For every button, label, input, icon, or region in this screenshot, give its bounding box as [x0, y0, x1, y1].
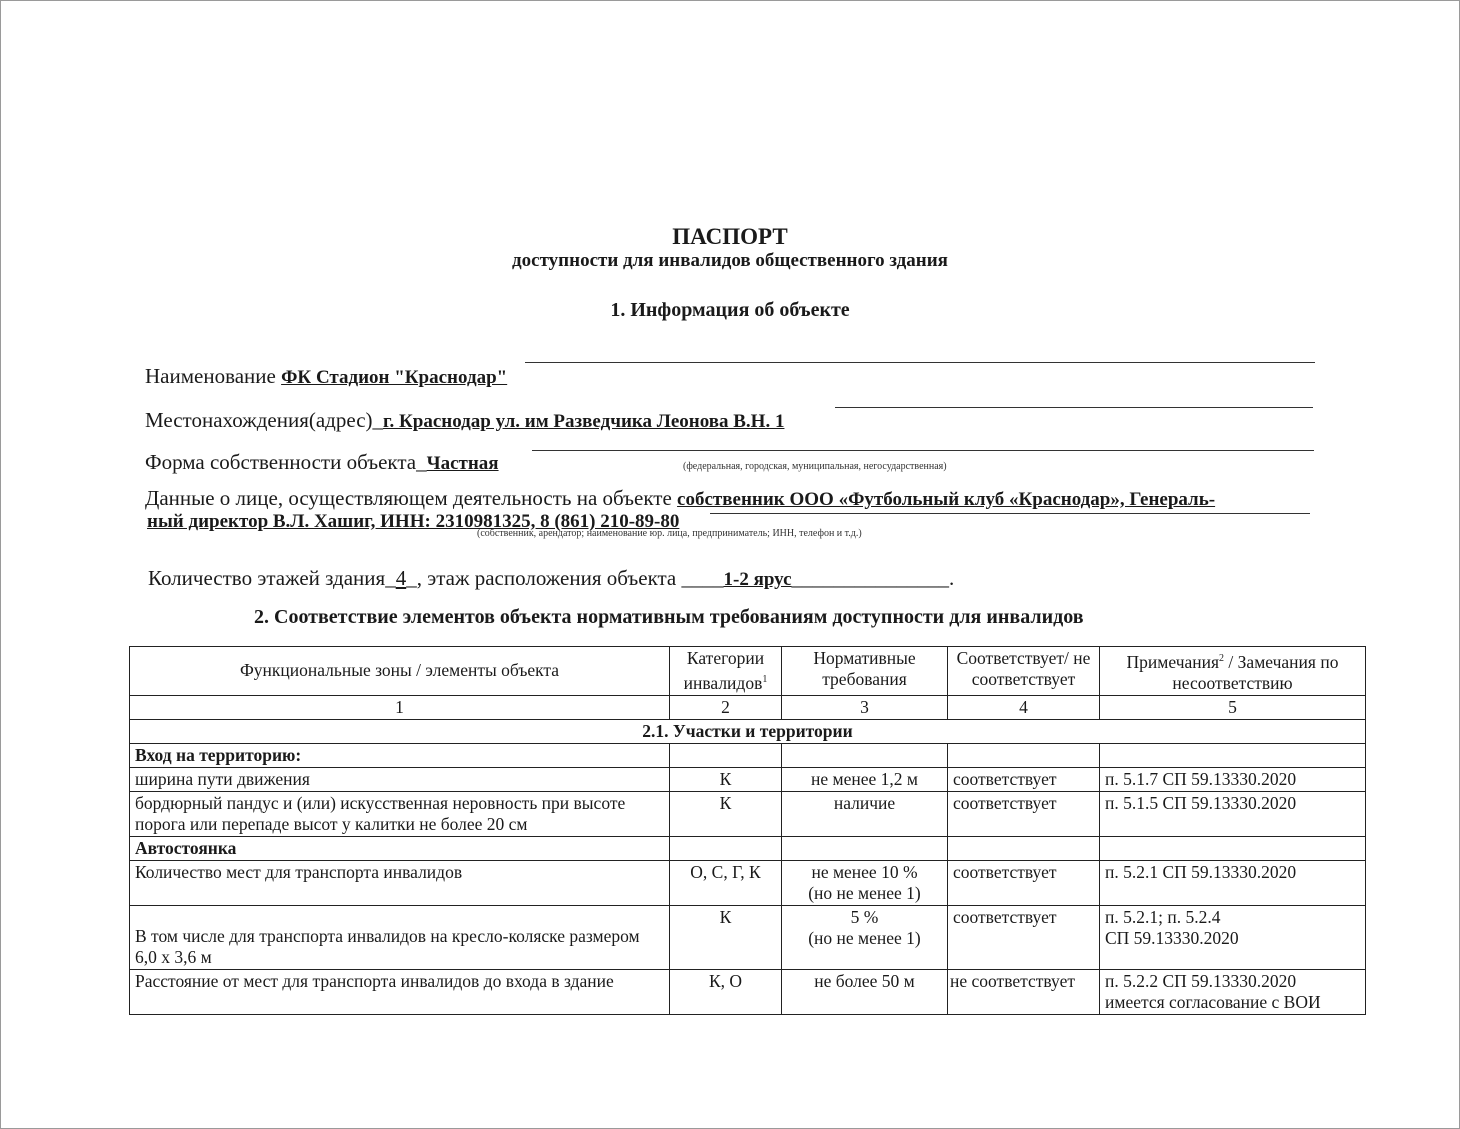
operator-label: Данные о лице, осуществляющем деятельность на объекте [145, 486, 672, 510]
table-cell: не менее 10 % (но не менее 1) [782, 860, 948, 905]
col-number: 3 [782, 695, 948, 719]
floors-label-1: Количество этажей здания_ [148, 566, 396, 590]
table-cell: В том числе для транспорта инвалидов на кресло-коляске размером 6,0 х 3,6 м [130, 905, 670, 969]
col-header-notes-tail: / Замечания по несоответствию [1172, 651, 1339, 693]
col-number: 2 [670, 695, 782, 719]
table-cell: не соответствует [948, 969, 1100, 1014]
table-row [130, 969, 1366, 1014]
table-row [130, 860, 1366, 905]
doc-title: ПАСПОРТ [672, 224, 788, 249]
table-cell: соответствует [948, 860, 1100, 905]
table-row [130, 767, 1366, 791]
ownership-value: Частная [426, 453, 499, 474]
table-row [130, 905, 1366, 969]
floors-label-2: _, этаж расположения объекта ____ [406, 566, 724, 590]
ownership-row [145, 450, 499, 475]
ownership-label: Форма собственности объекта_ [145, 450, 427, 474]
col-header-notes-text: Примечания [1126, 651, 1220, 672]
name-row [145, 364, 507, 389]
table-cell: ширина пути движения [130, 767, 670, 791]
operator-underline [710, 513, 1310, 514]
table-cell: К [670, 905, 782, 969]
col-header-notes [1100, 647, 1366, 696]
table-cell: наличие [782, 791, 948, 836]
address-value: г. Краснодар ул. им Разведчика Леонова В.Н. 1 [383, 411, 785, 432]
col-header-compliance: Соответствует/ не соответствует [948, 647, 1100, 696]
section-row [130, 719, 1366, 743]
table-cell: бордюрный пандус и (или) искусственная неровность при высоте порога или перепаде высот у калитки не более 20 см [130, 791, 670, 836]
table-cell: Вход на территорию: [130, 743, 670, 767]
operator-value-line2: ный директор В.Л. Хашиг, ИНН: 2310981325, 8 (861) 210-89-80 [147, 511, 680, 532]
accessibility-table [129, 646, 1366, 1015]
col-header-categories-text: Категории инвалидов [683, 648, 765, 693]
table-cell: п. 5.1.5 СП 59.13330.2020 [1100, 791, 1366, 836]
table-cell: не менее 1,2 м [782, 767, 948, 791]
table-cell: К, О [670, 969, 782, 1014]
address-row [145, 408, 784, 433]
table-header-row [130, 647, 1366, 696]
name-label: Наименование [145, 364, 276, 388]
name-value: ФК Стадион "Краснодар" [281, 367, 508, 388]
doc-subtitle: доступности для инвалидов общественного здания [512, 250, 948, 271]
col-header-categories [670, 647, 782, 696]
table-cell: соответствует [948, 767, 1100, 791]
table-cell: К [670, 767, 782, 791]
col-header-zones: Функциональные зоны / элементы объекта [130, 647, 670, 696]
table-cell: соответствует [948, 905, 1100, 969]
operator-hint: (собственник, арендатор; наименование юр. лица, предприниматель; ИНН, телефон и т.д.) [477, 528, 862, 539]
ownership-hint: (федеральная, городская, муниципальная, негосударственная) [683, 461, 947, 472]
table-cell: не более 50 м [782, 969, 948, 1014]
table-cell: п. 5.2.2 СП 59.13330.2020 имеется согласование с ВОИ [1100, 969, 1366, 1014]
section-title-cell: 2.1. Участки и территории [130, 719, 1366, 743]
table-cell: Расстояние от мест для транспорта инвалидов до входа в здание [130, 969, 670, 1014]
operator-value-line1: собственник ООО «Футбольный клуб «Краснодар», Генераль- [677, 489, 1216, 510]
address-underline [835, 407, 1313, 408]
table-cell: соответствует [948, 791, 1100, 836]
table-cell: К [670, 791, 782, 836]
col-header-requirements: Нормативные требования [782, 647, 948, 696]
table-cell: п. 5.2.1; п. 5.2.4 СП 59.13330.2020 [1100, 905, 1366, 969]
address-label: Местонахождения(адрес)_ [145, 408, 384, 432]
column-number-row [130, 695, 1366, 719]
tier-tail: _______________. [791, 566, 955, 590]
table-row [130, 791, 1366, 836]
table-row [130, 836, 1366, 860]
name-underline [525, 362, 1315, 363]
footnote-1: 1 [762, 674, 768, 685]
section-1-heading: 1. Информация об объекте [610, 299, 850, 321]
table-cell: Количество мест для транспорта инвалидов [130, 860, 670, 905]
footnote-2: 2 [1219, 653, 1225, 664]
floors-value: 4 [395, 566, 407, 590]
tier-value: 1-2 ярус [723, 569, 792, 590]
table-cell: п. 5.1.7 СП 59.13330.2020 [1100, 767, 1366, 791]
operator-row [145, 486, 1215, 511]
col-number: 5 [1100, 695, 1366, 719]
col-number: 4 [948, 695, 1100, 719]
table-cell: Автостоянка [130, 836, 670, 860]
col-number: 1 [130, 695, 670, 719]
section-2-heading: 2. Соответствие элементов объекта нормативным требованиям доступности для инвалидов [254, 606, 1084, 628]
ownership-underline [532, 450, 1314, 451]
table-cell: О, С, Г, К [670, 860, 782, 905]
table-cell: 5 % (но не менее 1) [782, 905, 948, 969]
table-cell: п. 5.2.1 СП 59.13330.2020 [1100, 860, 1366, 905]
table-row [130, 743, 1366, 767]
floors-row [148, 566, 954, 591]
